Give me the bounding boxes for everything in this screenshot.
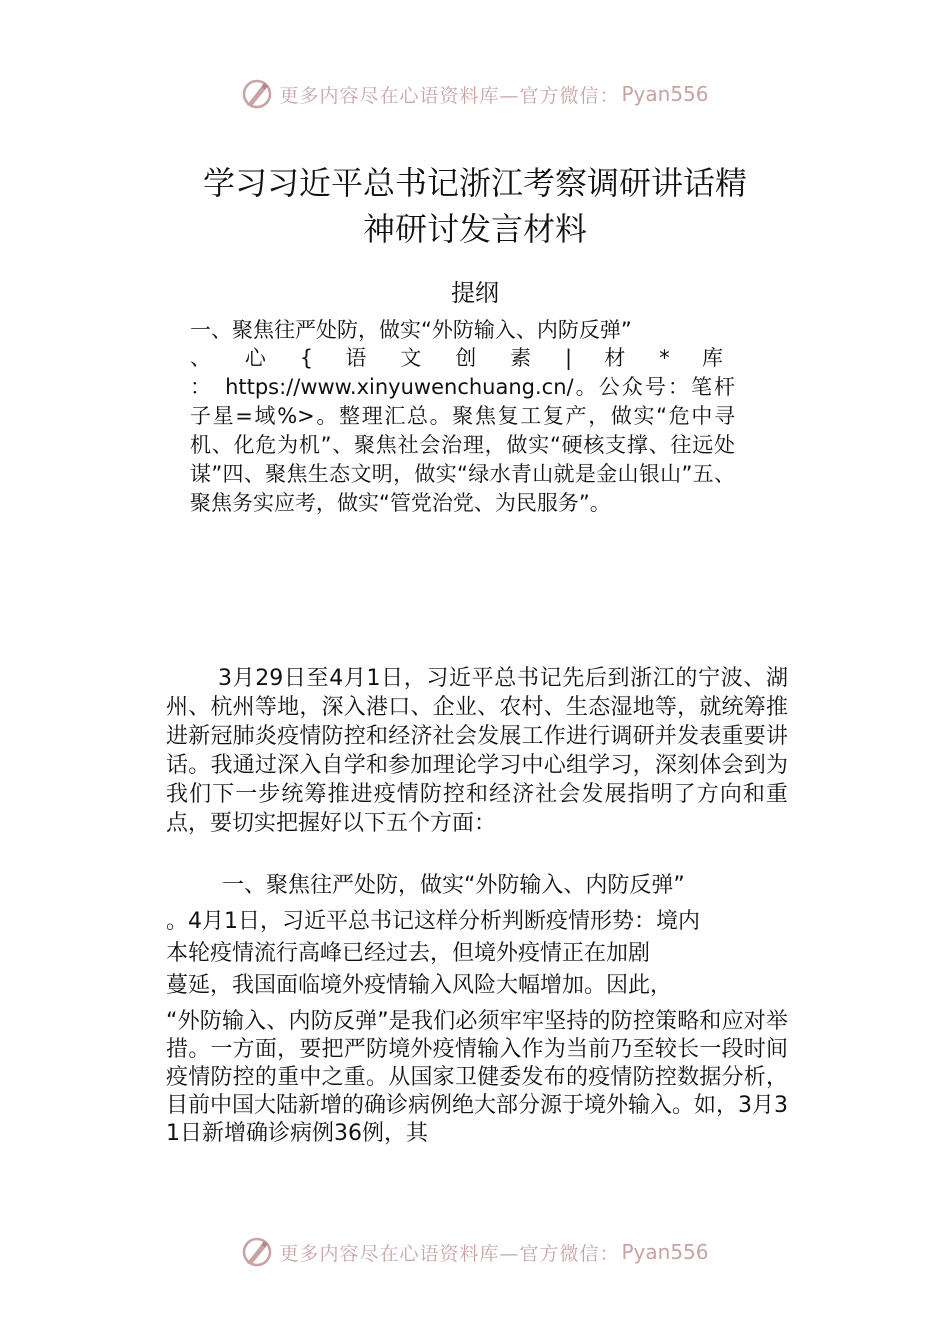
outline-item-1: 一、聚焦往严处防，做实“外防输入、内防反弹” — [190, 318, 632, 342]
watermark-banner-top — [0, 74, 950, 114]
outline-heading: 提纲 — [451, 279, 499, 307]
page-title — [150, 160, 800, 252]
outline-rest-text: https://www.xinyuwenchuang.cn/。公众号：笔杆子星=域%>。整理汇总。聚焦复工复产，做实“危中寻机、化危为机”、聚焦社会治理，做实“硬核支撑、往远处谋”四、聚焦生态文明，做实“绿水青山就是金山银山”五、聚焦务实应考，做实“管党治党、为民服务”。 — [190, 375, 735, 515]
body-paragraph-1: 3月29日至4月1日，习近平总书记先后到浙江的宁波、湖州、杭州等地，深入港口、企业、农村、生态湿地等，就统筹推进新冠肺炎疫情防控和经济社会发展工作进行调研并发表重要讲话。我通过深入自学和参加理论学习中心组学习，深刻体会到为我们下一步统筹推进疫情防控和经济社会发展指明了方向和重点，要切实把握好以下五个方面： — [166, 666, 788, 836]
section-heading-1: 一、聚焦往严处防，做实“外防输入、内防反弹” — [222, 873, 685, 898]
watermark-wechat: Pyan556 — [621, 1240, 709, 1264]
paragraph-2-line-1: 。4月1日，习近平总书记这样分析判断疫情形势：境内 — [166, 909, 700, 934]
outline-spaced-text: 、 心 { 语 文 创 素 | 材 * 库 ： — [190, 346, 735, 399]
watermark-banner-bottom — [0, 1232, 950, 1272]
pen-logo-icon — [241, 78, 273, 110]
outline-body — [190, 344, 735, 518]
body-paragraph-3: “外防输入、内防反弹”是我们必须牢牢坚持的防控策略和应对举措。一方面，要把严防境外疫情输入作为当前乃至较长一段时间疫情防控的重中之重。从国家卫健委发布的疫情防控数据分析，目前中国大陆新增的确诊病例绝大部分源于境外输入。如，3月31日新增确诊病例36例，其 — [166, 1009, 788, 1146]
body-paragraph-2 — [166, 906, 788, 1002]
watermark-text: 更多内容尽在心语资料库—官方微信： — [279, 1242, 620, 1265]
watermark-text: 更多内容尽在心语资料库—官方微信： — [279, 84, 620, 107]
title-line-1: 学习习近平总书记浙江考察调研讲话精 — [202, 164, 747, 202]
paragraph-2-line-2: 本轮疫情流行高峰已经过去，但境外疫情正在加剧 — [166, 941, 651, 966]
watermark-wechat: Pyan556 — [621, 82, 709, 106]
title-line-2: 神研讨发言材料 — [362, 210, 587, 248]
pen-logo-icon — [241, 1236, 273, 1268]
paragraph-2-line-3: 蔓延，我国面临境外疫情输入风险大幅增加。因此， — [166, 973, 673, 998]
